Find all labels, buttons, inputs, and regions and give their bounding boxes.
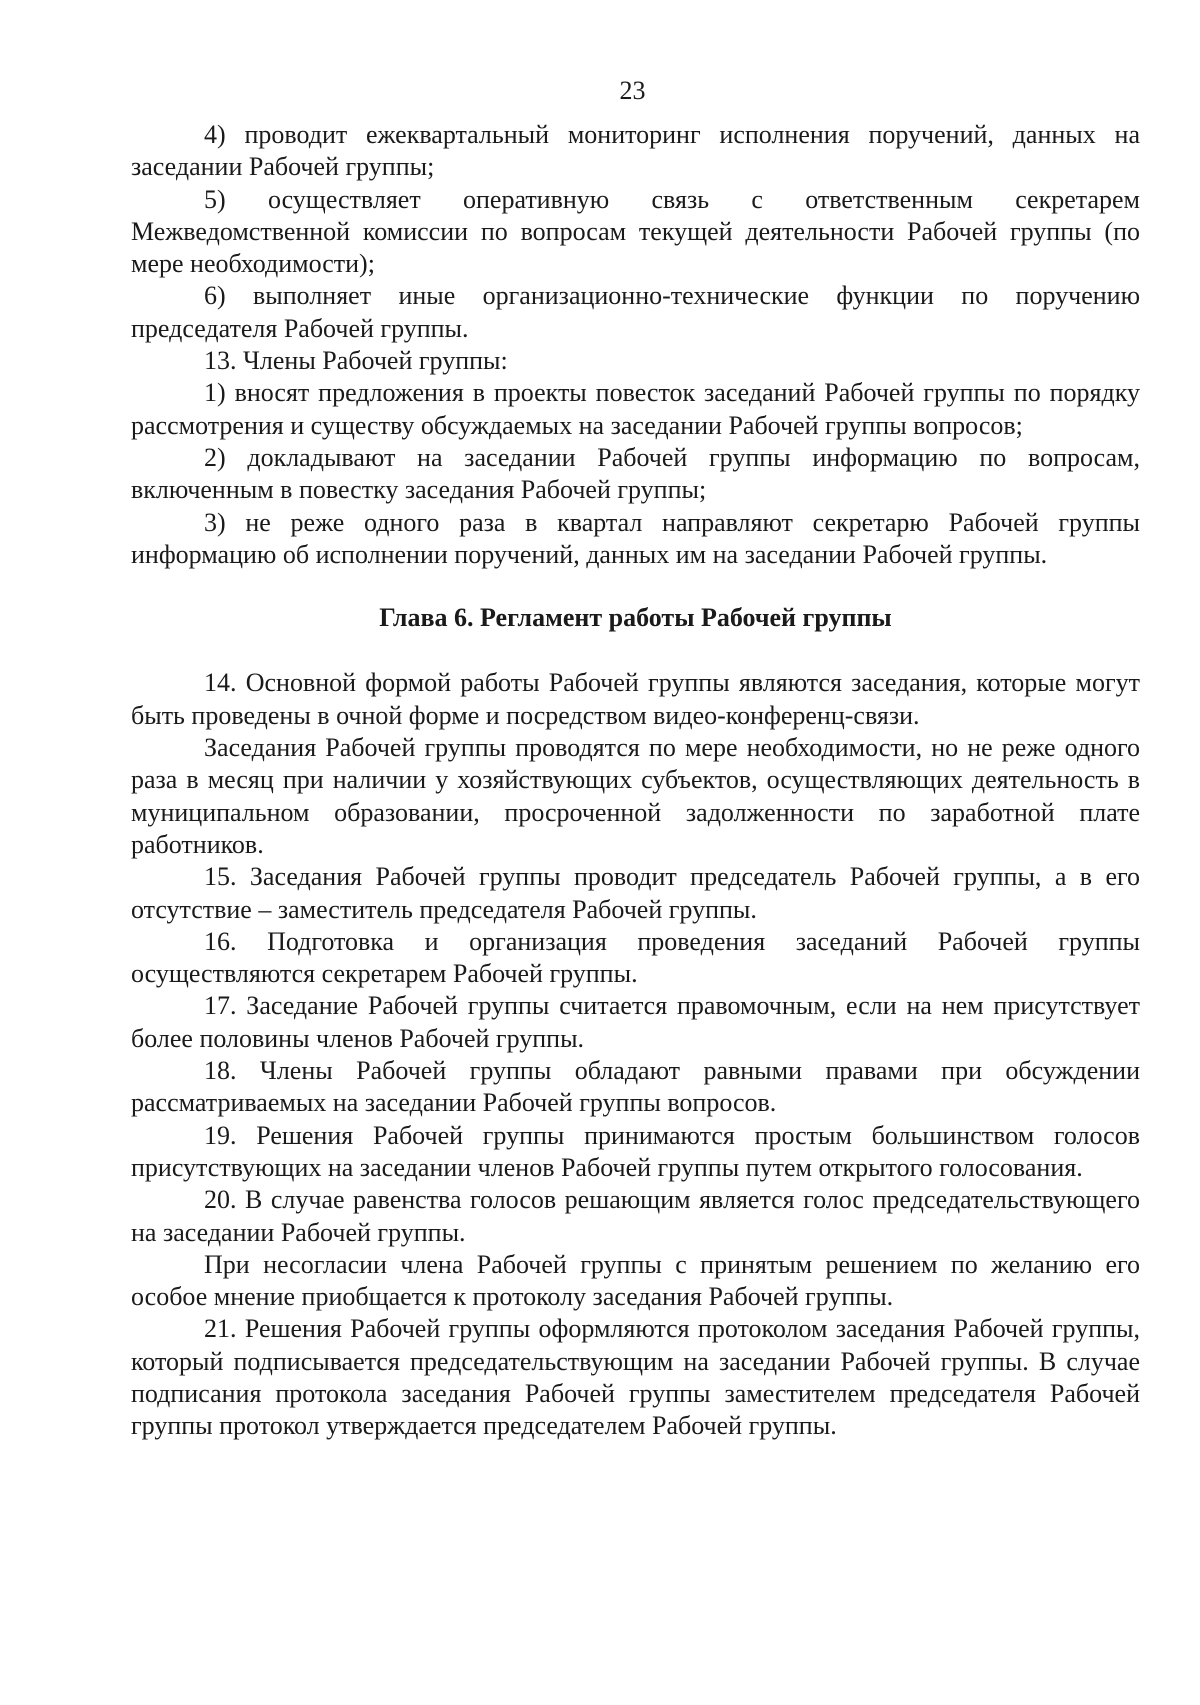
paragraph: 21. Решения Рабочей группы оформляются протоколом заседания Рабочей группы, который подписывается председательствующим на заседании Рабочей группы. В случае подписания протокола заседания Рабочей группы заместителем председателя Рабочей группы протокол утверждается председателем Рабочей группы. <box>131 1314 1140 1441</box>
paragraph: 3) не реже одного раза в квартал направляют секретарю Рабочей группы информацию об исполнении поручений, данных им на заседании Рабочей группы. <box>131 507 1140 569</box>
chapter-title: Глава 6. Регламент работы Рабочей группы <box>379 603 892 633</box>
paragraph: 18. Члены Рабочей группы обладают равными правами при обсуждении рассматриваемых на заседании Рабочей группы вопросов. <box>131 1056 1140 1118</box>
paragraph: 16. Подготовка и организация проведения заседаний Рабочей группы осуществляются секретарем Рабочей группы. <box>131 926 1140 989</box>
paragraph: 19. Решения Рабочей группы принимаются простым большинством голосов присутствующих на заседании членов Рабочей группы путем открытого голосования. <box>131 1120 1140 1182</box>
paragraph: 20. В случае равенства голосов решающим является голос председательствующего на заседании Рабочей группы. <box>131 1185 1140 1247</box>
paragraph: 6) выполняет иные организационно-технические функции по поручению председателя Рабочей группы. <box>131 281 1140 343</box>
page-number: 23 <box>619 76 646 105</box>
paragraph: 5) осуществляет оперативную связь с ответственным секретарем Межведомственной комиссии по вопросам текущей деятельности Рабочей группы (по мере необходимости); <box>131 184 1140 279</box>
paragraph: 2) докладывают на заседании Рабочей группы информацию по вопросам, включенным в повестку заседания Рабочей группы; <box>131 442 1140 505</box>
paragraph: 1) вносят предложения в проекты повесток заседаний Рабочей группы по порядку рассмотрения и существу обсуждаемых на заседании Рабочей группы вопросов; <box>131 378 1140 440</box>
paragraph: 17. Заседание Рабочей группы считается правомочным, если на нем присутствует более половины членов Рабочей группы. <box>131 991 1140 1053</box>
paragraph: Заседания Рабочей группы проводятся по мере необходимости, но не реже одного раза в месяц при наличии у хозяйствующих субъектов, осуществляющих деятельность в муниципальном образовании, просроченной задолженности по заработной плате работников. <box>131 733 1140 859</box>
document-body <box>131 119 1140 1443</box>
paragraph: При несогласии члена Рабочей группы с принятым решением по желанию его особое мнение приобщается к протоколу заседания Рабочей группы. <box>131 1249 1140 1312</box>
paragraph: 14. Основной формой работы Рабочей группы являются заседания, которые могут быть проведены в очной форме и посредством видео-конференц-связи. <box>131 668 1140 730</box>
paragraph: 15. Заседания Рабочей группы проводит председатель Рабочей группы, а в его отсутствие – заместитель председателя Рабочей группы. <box>131 862 1140 924</box>
paragraph: 4) проводит ежеквартальный мониторинг исполнения поручений, данных на заседании Рабочей группы; <box>131 120 1140 182</box>
paragraph: 13. Члены Рабочей группы: <box>204 346 508 376</box>
